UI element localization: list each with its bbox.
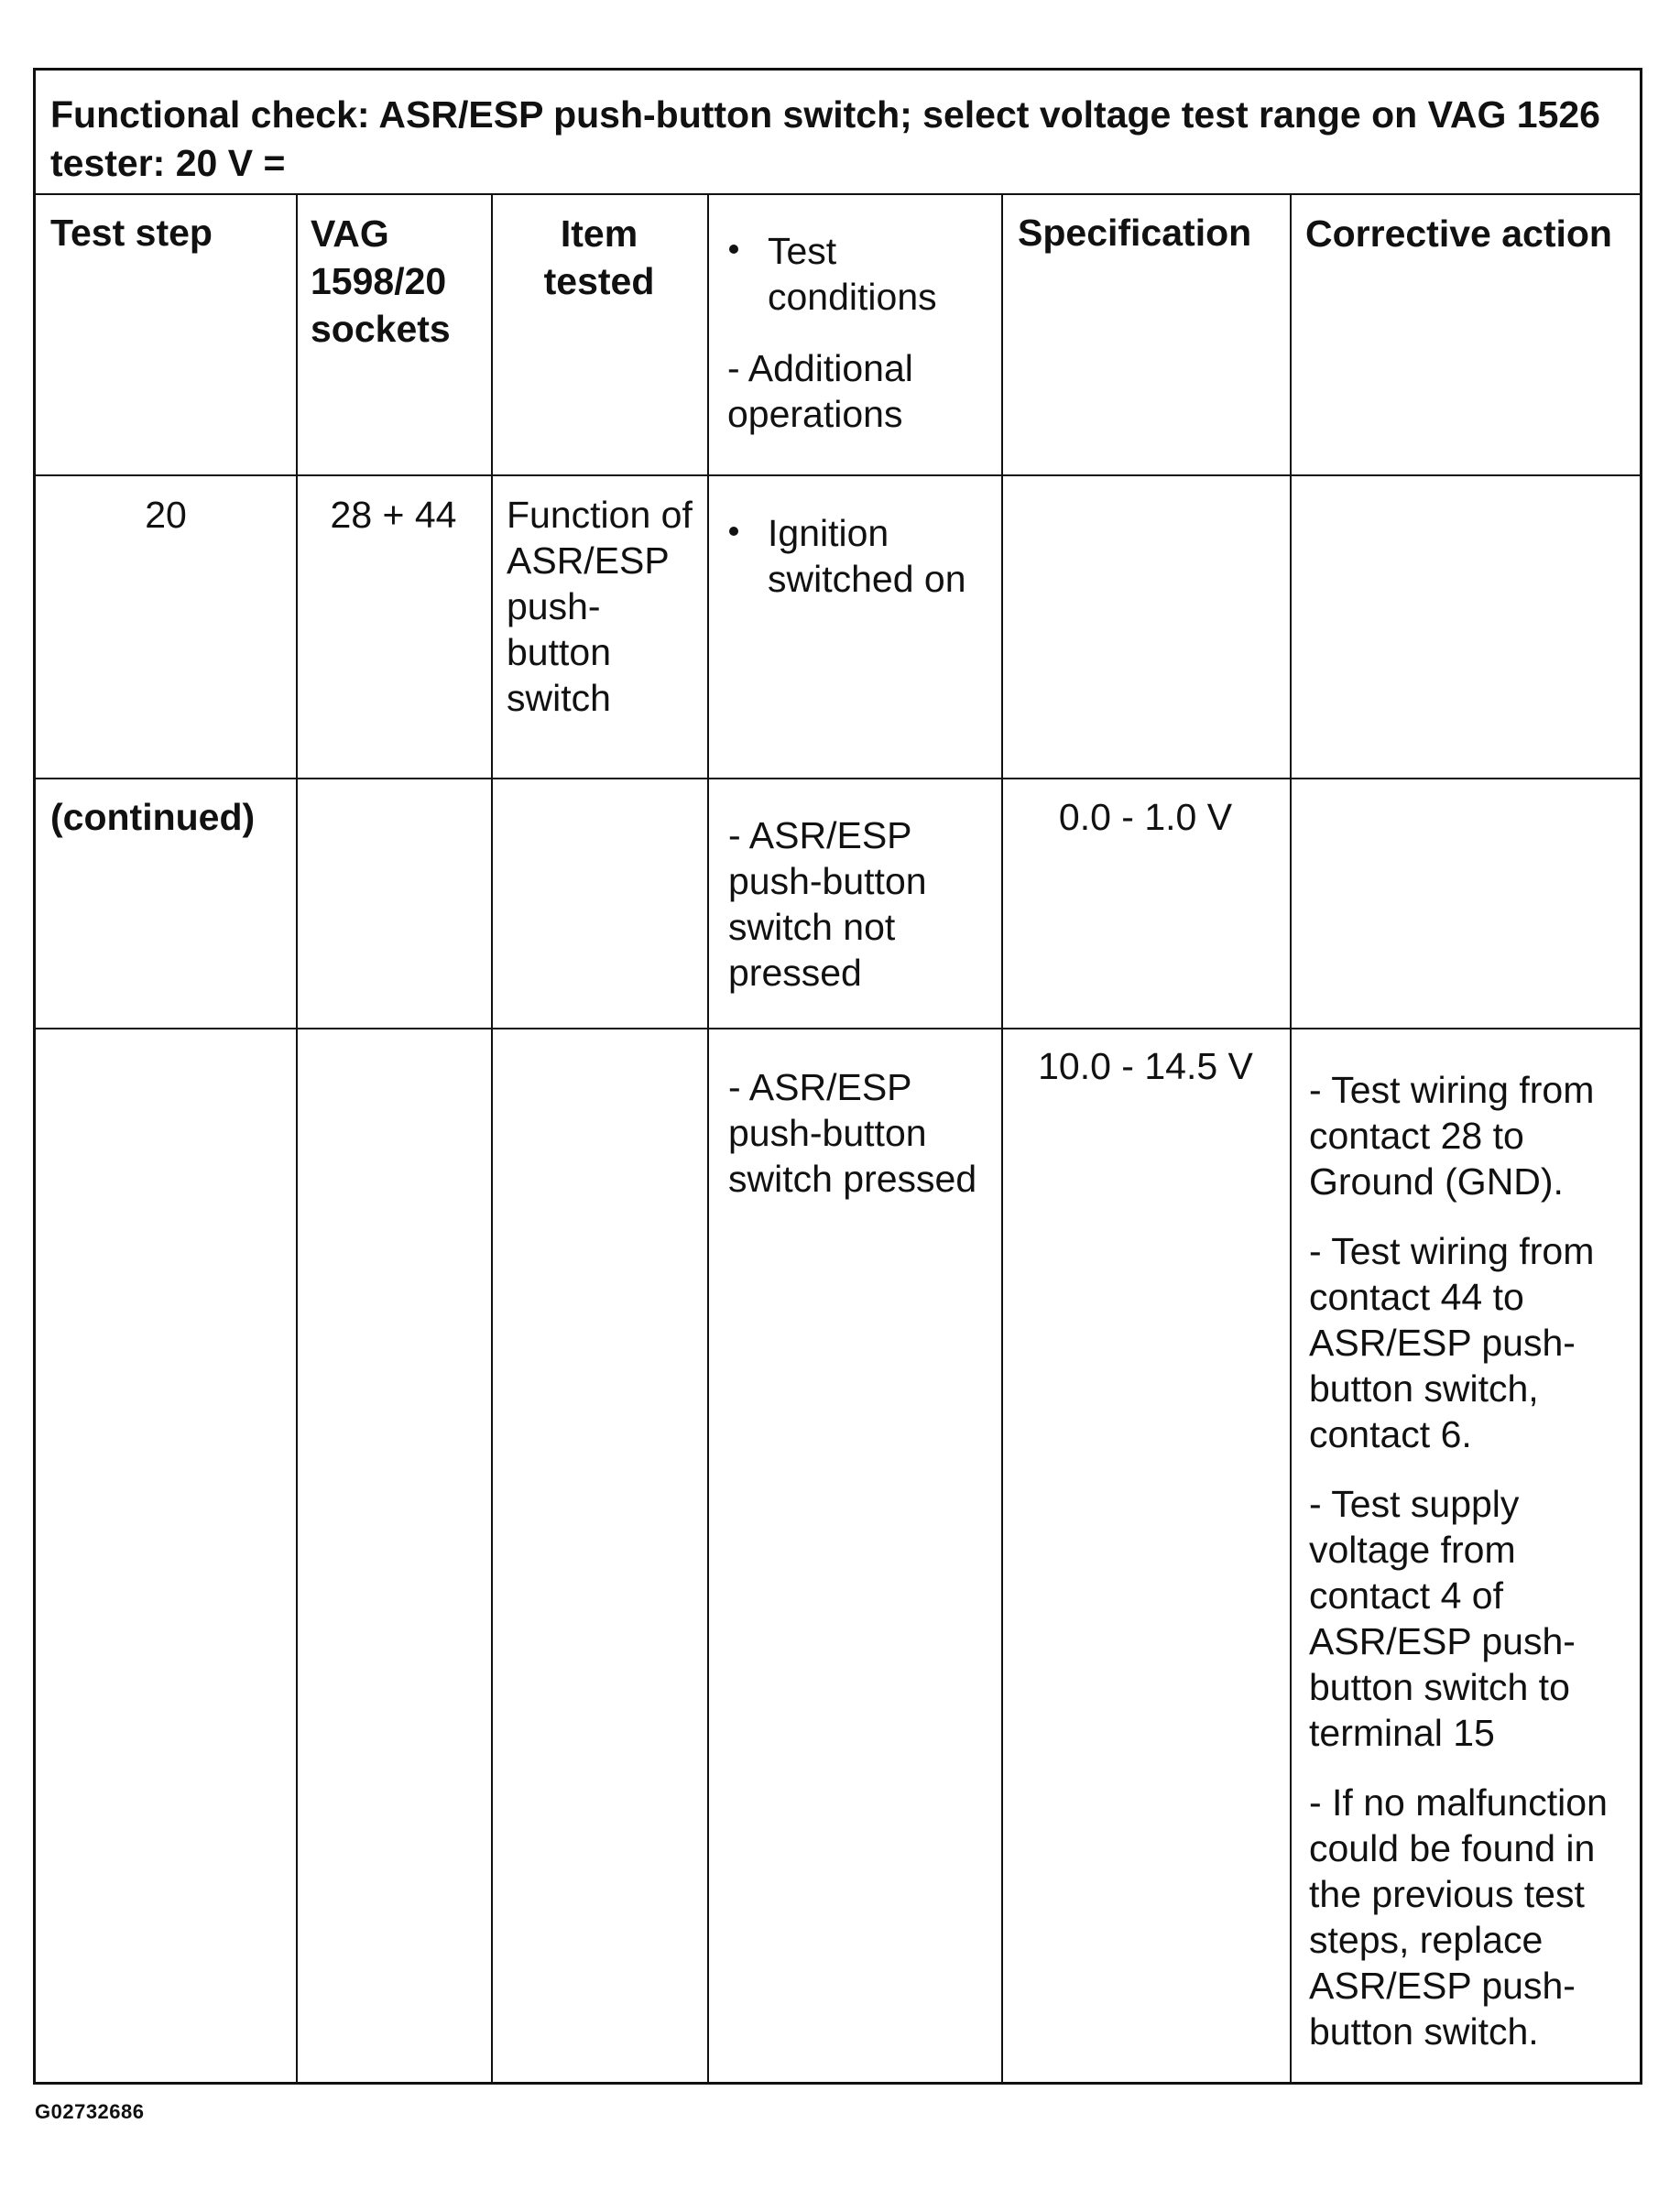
bullet-icon xyxy=(729,245,738,254)
row2-test-step: (continued) xyxy=(50,796,256,838)
row1-condition-bullet xyxy=(707,510,982,602)
procedure-table xyxy=(33,68,1642,2085)
row3-corrective-action xyxy=(1309,1067,1639,2078)
corrective-step: - Test supply voltage from contact 4 of ASR/ESP push-button switch to terminal 15 xyxy=(1309,1483,1576,1754)
header-additional-operations: - Additional operations xyxy=(727,347,913,435)
corrective-step: - Test wiring from contact 28 to Ground (GND). xyxy=(1309,1069,1595,1203)
row-divider xyxy=(36,1028,1640,1029)
header-conditions xyxy=(707,228,1001,437)
header-specification: Specification xyxy=(1018,212,1252,254)
column-divider xyxy=(707,195,709,2082)
row1-test-step: 20 xyxy=(145,494,187,536)
header-item-tested: Item tested xyxy=(543,212,655,302)
column-divider xyxy=(296,195,298,2082)
row-divider xyxy=(36,778,1640,779)
row3-specification: 10.0 - 14.5 V xyxy=(1038,1045,1253,1087)
row1-condition-text: Ignition switched on xyxy=(768,512,966,600)
header-test-conditions-label: Test conditions xyxy=(768,230,937,318)
table-title: Functional check: ASR/ESP push-button switch; select voltage test range on VAG 1526 tester: 20 V = xyxy=(36,71,1640,195)
bullet-icon xyxy=(729,527,738,536)
row2-condition: - ASR/ESP push-button switch not pressed xyxy=(728,814,927,994)
header-test-step: Test step xyxy=(50,212,213,254)
column-divider xyxy=(1001,195,1003,2082)
row1-sockets: 28 + 44 xyxy=(330,494,457,536)
column-divider xyxy=(1290,195,1292,2082)
corrective-step: - If no malfunction could be found in the previous test steps, replace ASR/ESP push-button switch. xyxy=(1309,1781,1608,2053)
header-test-conditions xyxy=(707,228,1001,320)
corrective-step: - Test wiring from contact 44 to ASR/ESP push-button switch, contact 6. xyxy=(1309,1230,1595,1455)
column-divider xyxy=(491,195,493,2082)
header-sockets: VAG 1598/20 sockets xyxy=(311,212,451,350)
row3-condition: - ASR/ESP push-button switch pressed xyxy=(728,1066,977,1200)
row-divider xyxy=(36,474,1640,476)
header-corrective-action: Corrective action xyxy=(1305,212,1612,255)
figure-id: G02732686 xyxy=(35,2100,145,2123)
row1-item-tested: Function of ASR/ESP push-button switch xyxy=(507,494,693,719)
row1-condition xyxy=(707,510,982,602)
row2-specification: 0.0 - 1.0 V xyxy=(1058,796,1233,838)
